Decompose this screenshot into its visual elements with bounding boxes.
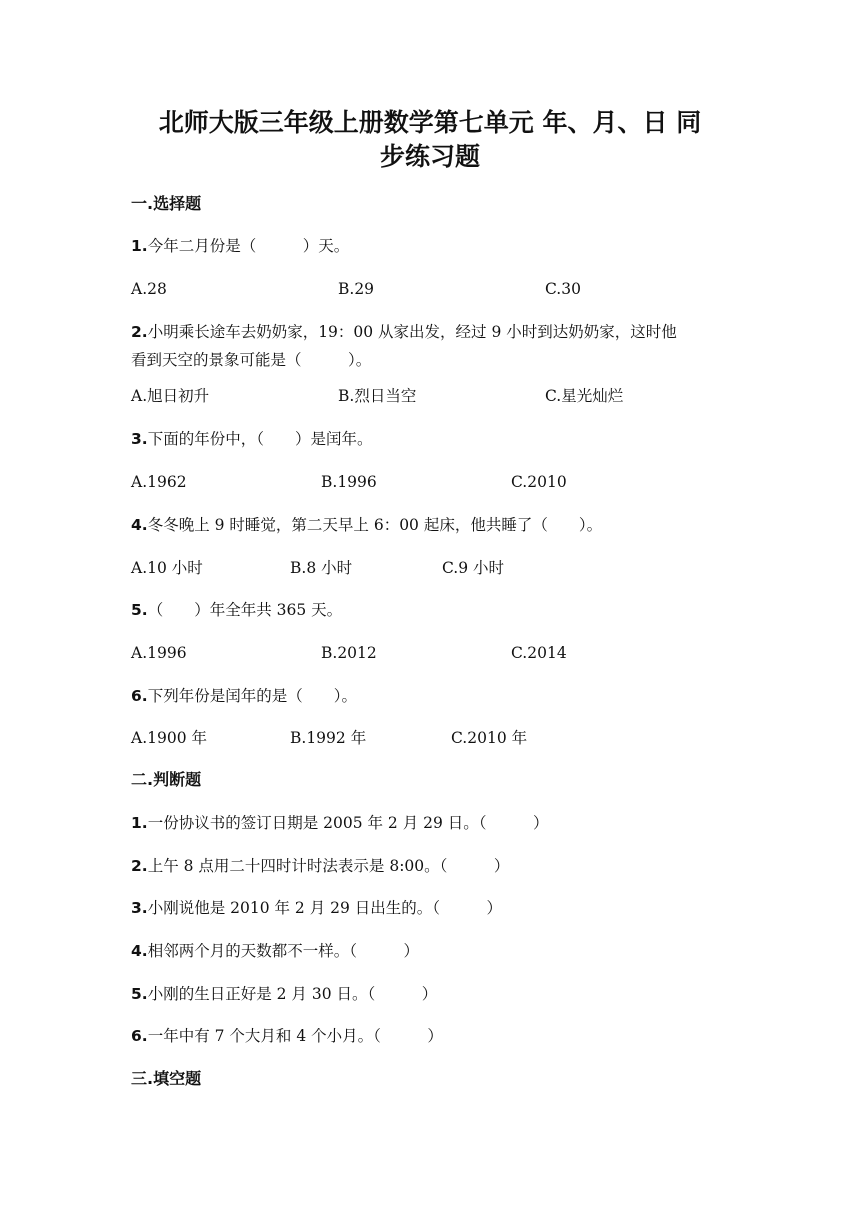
choice-question-4 [131, 514, 602, 536]
question-number: 3. [131, 899, 148, 917]
question-text: 下列年份是闰年的是（ ）。 [147, 687, 357, 705]
choice-1-option-a: A.28 [131, 280, 167, 298]
choice-2-option-a: A.旭日初升 [131, 387, 210, 405]
judge-question-5 [131, 983, 437, 1005]
choice-1-option-b: B.29 [338, 280, 375, 298]
question-text: 下面的年份中，（ ）是闰年。 [147, 430, 373, 448]
choice-5-option-c: C.2014 [511, 644, 567, 662]
choice-5-option-b: B.2012 [321, 644, 377, 662]
choice-5-option-a: A.1996 [131, 644, 187, 662]
page-title [110, 106, 750, 174]
question-text: 小明乘长途车去奶奶家，19：00 从家出发，经过 9 小时到达奶奶家，这时他 [147, 323, 677, 341]
question-text: 小刚说他是 2010 年 2 月 29 日出生的。（ ） [147, 899, 503, 917]
question-text: 一份协议书的签订日期是 2005 年 2 月 29 日。（ ） [147, 814, 549, 832]
choice-question-3 [131, 428, 372, 450]
choice-question-2 [131, 321, 677, 369]
question-number: 6. [131, 687, 148, 705]
question-number: 3. [131, 430, 148, 448]
judge-question-1 [131, 812, 549, 834]
choice-question-6 [131, 685, 357, 707]
judge-question-6 [131, 1025, 443, 1047]
question-text-continued: 看到天空的景象可能是（ ）。 [131, 351, 372, 369]
question-text: 相邻两个月的天数都不一样。（ ） [147, 942, 419, 960]
section-heading-choice: 一.选择题 [131, 194, 202, 213]
title-line-1: 北师大版三年级上册数学第七单元 年、月、日 同 [158, 108, 702, 137]
choice-6-option-a: A.1900 年 [131, 729, 207, 747]
question-number: 1. [131, 237, 148, 255]
question-text: （ ）年全年共 365 天。 [147, 601, 343, 619]
section-heading-judge: 二.判断题 [131, 770, 202, 789]
question-number: 6. [131, 1027, 148, 1045]
choice-1-option-c: C.30 [545, 280, 581, 298]
question-number: 4. [131, 516, 148, 534]
question-text: 小刚的生日正好是 2 月 30 日。（ ） [147, 985, 438, 1003]
choice-3-option-c: C.2010 [511, 473, 567, 491]
question-number: 5. [131, 985, 148, 1003]
choice-6-option-b: B.1992 年 [290, 729, 367, 747]
question-text: 上午 8 点用二十四时计时法表示是 8:00。（ ） [147, 857, 510, 875]
choice-4-option-a: A.10 小时 [131, 559, 203, 577]
choice-3-option-a: A.1962 [131, 473, 187, 491]
question-text: 冬冬晚上 9 时睡觉，第二天早上 6：00 起床，他共睡了（ ）。 [147, 516, 603, 534]
choice-question-5 [131, 599, 342, 621]
choice-2-option-c: C.星光灿烂 [545, 387, 624, 405]
question-text: 今年二月份是（ ）天。 [147, 237, 350, 255]
choice-4-option-c: C.9 小时 [442, 559, 505, 577]
choice-question-1 [131, 235, 349, 257]
question-number: 1. [131, 814, 148, 832]
choice-3-option-b: B.1996 [321, 473, 377, 491]
question-number: 5. [131, 601, 148, 619]
judge-question-4 [131, 940, 419, 962]
question-number: 2. [131, 857, 148, 875]
title-line-2: 步练习题 [379, 142, 480, 171]
choice-6-option-c: C.2010 年 [451, 729, 528, 747]
choice-2-option-b: B.烈日当空 [338, 387, 417, 405]
choice-4-option-b: B.8 小时 [290, 559, 353, 577]
question-number: 2. [131, 323, 148, 341]
section-heading-fill: 三.填空题 [131, 1069, 202, 1088]
judge-question-3 [131, 897, 502, 919]
judge-question-2 [131, 855, 509, 877]
question-text: 一年中有 7 个大月和 4 个小月。（ ） [147, 1027, 443, 1045]
question-number: 4. [131, 942, 148, 960]
